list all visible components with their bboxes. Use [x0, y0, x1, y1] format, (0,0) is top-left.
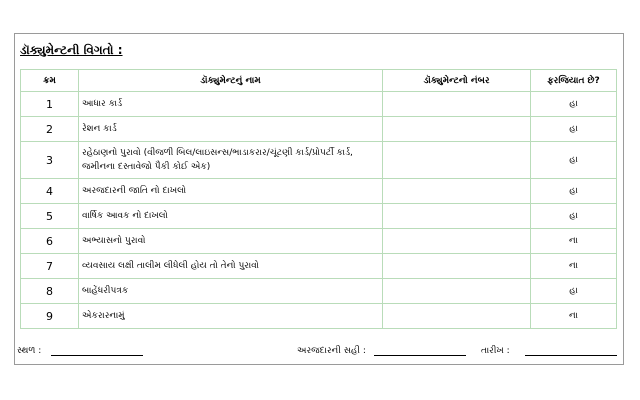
row-mandatory: ના [531, 254, 617, 279]
row-document-number[interactable] [383, 142, 531, 179]
row-serial: 1 [21, 92, 79, 117]
row-serial: 9 [21, 304, 79, 329]
row-document-name: રેશન કાર્ડ [79, 117, 383, 142]
table-row [21, 179, 617, 204]
row-document-name: અભ્યાસનો પુરાવો [79, 229, 383, 254]
row-mandatory: હા [531, 179, 617, 204]
row-document-number[interactable] [383, 254, 531, 279]
row-document-name: રહેઠાણનો પુરાવો (વીજળી બિલ/લાઇસન્સ/ભાડાકરાર/ચૂંટણી કાર્ડ/પ્રોપર્ટી કાર્ડ, જમીનના દસ્તાવેજો પૈકી કોઈ એક) [79, 142, 383, 179]
table-row [21, 117, 617, 142]
row-document-name: વાર્ષિક આવક નો દાખલો [79, 204, 383, 229]
row-mandatory: હા [531, 204, 617, 229]
header-serial: ક્રમ [21, 70, 79, 92]
document-frame [14, 33, 624, 365]
place-label: સ્થળ : [17, 346, 42, 356]
row-document-number[interactable] [383, 117, 531, 142]
date-line[interactable] [525, 355, 617, 356]
place-line[interactable] [51, 355, 143, 356]
table-row [21, 204, 617, 229]
signature-line[interactable] [374, 355, 466, 356]
row-serial: 6 [21, 229, 79, 254]
row-document-name: અરજદારની જાતિ નો દાખલો [79, 179, 383, 204]
row-serial: 5 [21, 204, 79, 229]
table-row [21, 254, 617, 279]
row-serial: 4 [21, 179, 79, 204]
header-mandatory: ફરજિયાત છે? [531, 70, 617, 92]
row-document-number[interactable] [383, 279, 531, 304]
row-document-number[interactable] [383, 204, 531, 229]
table-row [21, 304, 617, 329]
table-row [21, 92, 617, 117]
table-row [21, 142, 617, 179]
row-document-name: એકરારનામું [79, 304, 383, 329]
signature-footer [17, 343, 621, 359]
row-mandatory: ના [531, 229, 617, 254]
row-serial: 3 [21, 142, 79, 179]
row-serial: 2 [21, 117, 79, 142]
row-mandatory: હા [531, 92, 617, 117]
table-header-row [21, 70, 617, 92]
row-document-name: વ્યવસાય લક્ષી તાલીમ લીધેલી હોય તો તેનો પુરાવો [79, 254, 383, 279]
signature-label: અરજદારની સહી : [297, 346, 366, 356]
header-document-name: ડૉક્યુમેન્ટનું નામ [79, 70, 383, 92]
row-document-number[interactable] [383, 92, 531, 117]
row-document-number[interactable] [383, 179, 531, 204]
header-document-number: ડૉક્યુમેન્ટનો નંબર [383, 70, 531, 92]
section-title: ડૉક્યુમેન્ટની વિગતો : [20, 43, 123, 57]
row-document-name: આધાર કાર્ડ [79, 92, 383, 117]
row-mandatory: હા [531, 142, 617, 179]
documents-table [20, 69, 617, 329]
table-row [21, 279, 617, 304]
row-mandatory: ના [531, 304, 617, 329]
row-mandatory: હા [531, 279, 617, 304]
table-row [21, 229, 617, 254]
row-document-number[interactable] [383, 229, 531, 254]
row-document-name: બાહેંધરીપત્રક [79, 279, 383, 304]
row-document-number[interactable] [383, 304, 531, 329]
row-serial: 7 [21, 254, 79, 279]
date-label: તારીખ : [481, 346, 510, 356]
row-mandatory: હા [531, 117, 617, 142]
row-serial: 8 [21, 279, 79, 304]
